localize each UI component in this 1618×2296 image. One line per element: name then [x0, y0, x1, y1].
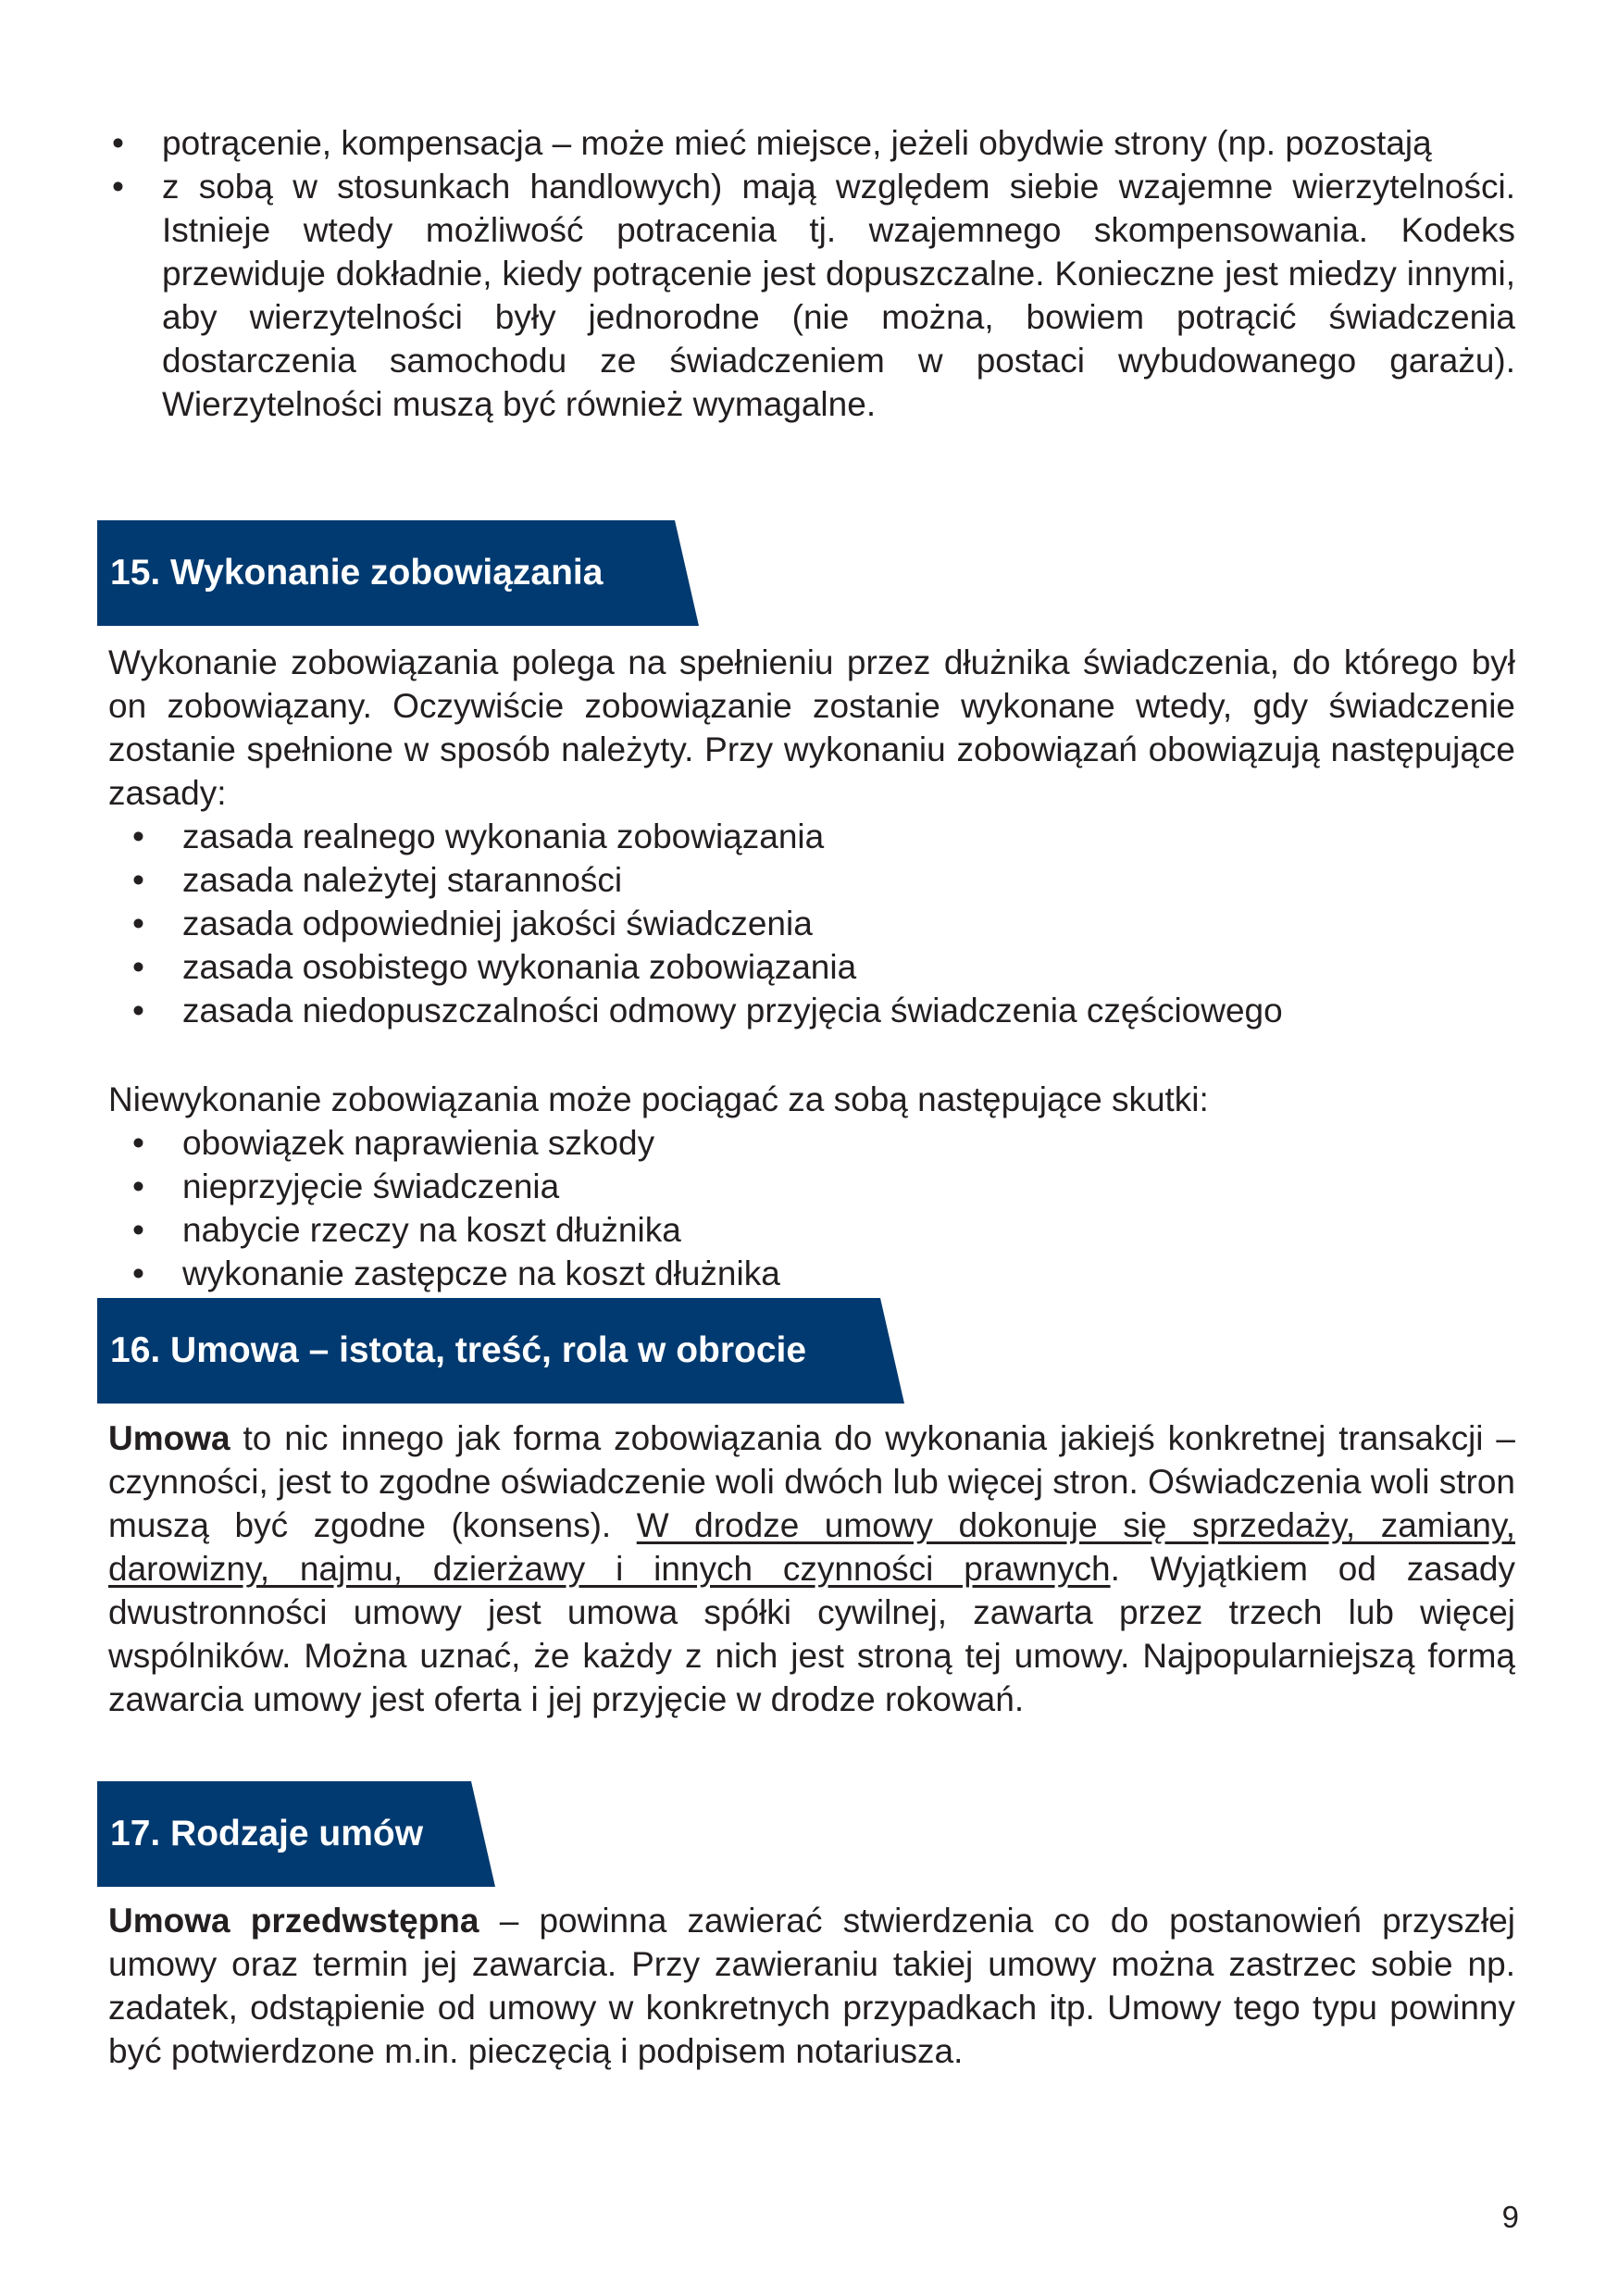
bullet-icon: •: [132, 1167, 144, 1205]
page-number: 9: [1501, 2200, 1519, 2234]
list-item: • z sobą w stosunkach handlowych) mają względem siebie wzajemne wierzytelności. Istnieje wtedy możliwość potracenia tj. wzajemnego skompensowania. Kodeks przewiduje dokładnie, kiedy potrącenie jest dopuszczalne. Konieczne jest miedzy innymi, aby wierzytelności były jednorodne (nie można, bowiem potrącić świadczenia dostarczenia samochodu ze świadczeniem w postaci wybudowanego garażu). Wierzytelności muszą być również wymagalne.: [162, 165, 1515, 426]
list-item: • zasada odpowiedniej jakości świadczenia: [182, 902, 1515, 945]
list-item: • zasada niedopuszczalności odmowy przyjęcia świadczenia częściowego: [182, 989, 1515, 1032]
section-16-heading: 16. Umowa – istota, treść, rola w obrocie: [97, 1298, 904, 1404]
bullet-icon: •: [132, 948, 144, 986]
bold-term: Umowa przedwstępna: [108, 1902, 479, 1940]
list-item: • zasada należytej staranności: [182, 858, 1515, 902]
list-item: • potrącenie, kompensacja – może mieć miejsce, jeżeli obydwie strony (np. pozostają: [162, 121, 1515, 165]
non-performance-effects-list: [132, 1121, 1515, 1295]
non-performance-intro: Niewykonanie zobowiązania może pociągać za sobą następujące skutki:: [108, 1080, 1209, 1118]
section-17-paragraph: Umowa przedwstępna – powinna zawierać stwierdzenia co do postanowień przyszłej umowy oraz termin jej zawarcia. Przy zawieraniu takiej umowy można zastrzec sobie np. zadatek, odstąpienie od umowy w konkretnych przypadkach itp. Umowy tego typu powinny być potwierdzone m.in. pieczęcią i podpisem notariusza.: [108, 1902, 1516, 2070]
section-16-paragraph: Umowa to nic innego jak forma zobowiązania do wykonania jakiejś konkretnej transakcji – czynności, jest to zgodne oświadczenie woli dwóch lub więcej stron. Oświadczenia woli stron muszą być zgodne (konsens). W drodze umowy dokonuje się sprzedaży, zamiany, darowizny, najmu, dzierżawy i innych czynności prawnych. Wyjątkiem od zasady dwustronności umowy jest umowa spółki cywilnej, zawarta przez trzech lub więcej wspólników. Można uznać, że każdy z nich jest stroną tej umowy. Najpopularniejszą formą zawarcia umowy jest oferta i jej przyjęcie w drodze rokowań.: [108, 1419, 1516, 1718]
list-item: • nabycie rzeczy na koszt dłużnika: [182, 1208, 1515, 1252]
bullet-icon: •: [132, 817, 144, 855]
bullet-icon: •: [132, 992, 144, 1029]
bullet-icon: •: [132, 861, 144, 899]
section-15-heading: 15. Wykonanie zobowiązania: [97, 520, 699, 626]
bullet-icon: •: [132, 905, 144, 942]
bullet-icon: •: [112, 124, 124, 162]
section-17-heading: 17. Rodzaje umów: [97, 1781, 495, 1887]
bullet-icon: •: [132, 1211, 144, 1249]
list-item: • obowiązek naprawienia szkody: [182, 1121, 1515, 1165]
compensation-bullet-list: [112, 121, 1515, 426]
bullet-icon: •: [112, 168, 124, 206]
list-item: • wykonanie zastępcze na koszt dłużnika: [182, 1252, 1515, 1295]
section-15-intro: Wykonanie zobowiązania polega na spełnieniu przez dłużnika świadczenia, do którego był on zobowiązany. Oczywiście zobowiązanie zostanie wykonane wtedy, gdy świadczenie zostanie spełnione w sposób należyty. Przy wykonaniu zobowiązań obowiązują następujące zasady:: [108, 643, 1515, 812]
bullet-icon: •: [132, 1124, 144, 1162]
list-item: • zasada osobistego wykonania zobowiązania: [182, 945, 1515, 989]
list-item: • nieprzyjęcie świadczenia: [182, 1165, 1515, 1208]
list-item: • zasada realnego wykonania zobowiązania: [182, 815, 1515, 858]
performance-rules-list: [132, 815, 1515, 1032]
underlined-statement: W drodze umowy dokonuje się sprzedaży, zamiany, darowizny, najmu, dzierżawy i innych czynności prawnych: [108, 1506, 1516, 1588]
bold-term: Umowa: [108, 1419, 230, 1457]
bullet-icon: •: [132, 1254, 144, 1292]
